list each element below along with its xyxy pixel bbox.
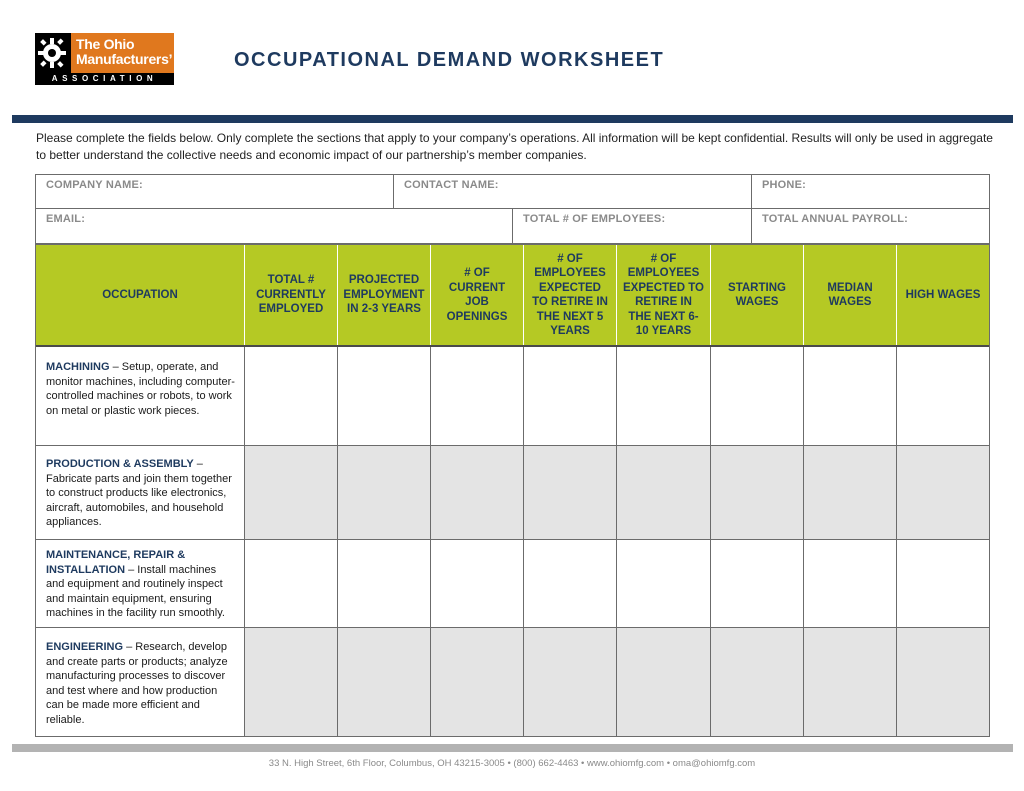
header-starting-wages: STARTING WAGES (711, 245, 804, 345)
occupation-description: – Fabricate parts and join them together to construct products like electronics, aircraft, automobiles, and household appliances. (46, 458, 232, 528)
table-row (36, 446, 989, 540)
occupation-table (35, 244, 990, 737)
email-field[interactable] (36, 209, 513, 243)
occupation-name: MAINTENANCE, REPAIR & INSTALLATION (46, 549, 186, 576)
occupation-name: PRODUCTION & ASSEMBLY (46, 458, 194, 470)
input-cell[interactable] (431, 540, 524, 627)
input-cell[interactable] (524, 446, 617, 539)
email-label: EMAIL: (46, 213, 86, 225)
occupation-name: ENGINEERING (46, 641, 124, 653)
input-cell[interactable] (338, 446, 431, 539)
header-divider (12, 115, 1013, 123)
input-cell[interactable] (431, 347, 524, 445)
input-cell[interactable] (897, 628, 989, 736)
total-employees-label: TOTAL # OF EMPLOYEES: (523, 213, 666, 225)
logo-association: ASSOCIATION (51, 74, 158, 83)
input-cell[interactable] (617, 347, 711, 445)
occupation-description: – Research, develop and create parts or products; analyze manufacturing processes to discover and test where and how production can be made more efficient and reliable. (46, 641, 228, 726)
form-row-2 (35, 208, 990, 244)
input-cell[interactable] (245, 446, 338, 539)
input-cell[interactable] (897, 347, 989, 445)
input-cell[interactable] (245, 347, 338, 445)
input-cell[interactable] (431, 628, 524, 736)
input-cell[interactable] (804, 540, 897, 627)
header-median-wages: MEDIAN WAGES (804, 245, 897, 345)
header-projected-employment: PROJECTED EMPLOYMENT IN 2-3 YEARS (338, 245, 431, 345)
occupation-cell (36, 446, 245, 539)
occupation-description: – Install machines and equipment and routinely inspect and maintain equipment, ensuring machines in the facility run smoothly. (46, 563, 225, 619)
logo-wordmark (71, 33, 174, 73)
phone-label: PHONE: (762, 179, 806, 191)
total-payroll-field[interactable] (752, 209, 989, 243)
input-cell[interactable] (524, 540, 617, 627)
input-cell[interactable] (804, 628, 897, 736)
occupation-cell (36, 628, 245, 736)
input-cell[interactable] (711, 347, 804, 445)
occupation-cell (36, 347, 245, 445)
input-cell[interactable] (431, 446, 524, 539)
page-title: OCCUPATIONAL DEMAND WORKSHEET (234, 49, 665, 71)
input-cell[interactable] (617, 540, 711, 627)
input-cell[interactable] (711, 446, 804, 539)
occupation-name: MACHINING (46, 361, 110, 373)
input-cell[interactable] (617, 628, 711, 736)
total-employees-field[interactable] (513, 209, 752, 243)
footer-divider (12, 744, 1013, 752)
header-retire-5-years: # OF EMPLOYEES EXPECTED TO RETIRE IN THE NEXT 5 YEARS (524, 245, 617, 345)
footer-contact: 33 N. High Street, 6th Floor, Columbus, OH 43215-3005 • (800) 662-4463 • www.ohiomfg.com • oma@ohiomfg.com (268, 758, 756, 769)
company-name-label: COMPANY NAME: (46, 179, 143, 191)
input-cell[interactable] (245, 628, 338, 736)
input-cell[interactable] (711, 628, 804, 736)
input-cell[interactable] (711, 540, 804, 627)
phone-field[interactable] (752, 175, 989, 208)
header-job-openings: # OF CURRENT JOB OPENINGS (431, 245, 524, 345)
input-cell[interactable] (524, 628, 617, 736)
logo-line-2: Manufacturers’ (76, 51, 173, 67)
input-cell[interactable] (245, 540, 338, 627)
table-row (36, 540, 989, 628)
table-header (36, 245, 989, 347)
total-payroll-label: TOTAL ANNUAL PAYROLL: (762, 213, 908, 225)
header-retire-6-10-years: # OF EMPLOYEES EXPECTED TO RETIRE IN THE NEXT 6-10 YEARS (617, 245, 711, 345)
form-row-1 (35, 174, 990, 209)
input-cell[interactable] (338, 628, 431, 736)
occupation-cell (36, 540, 245, 627)
intro-text: Please complete the fields below. Only complete the sections that apply to your company’s operations. All information will be kept confidential. Results will only be used in aggregate to better understand the collective needs and economic impact of our partnership’s member companies. (36, 131, 993, 162)
table-row (36, 347, 989, 446)
table-row (36, 628, 989, 736)
company-name-field[interactable] (36, 175, 394, 208)
oma-logo (35, 33, 174, 85)
input-cell[interactable] (617, 446, 711, 539)
input-cell[interactable] (804, 347, 897, 445)
input-cell[interactable] (804, 446, 897, 539)
gear-hand-logo-icon (35, 33, 71, 73)
occupation-description: – Setup, operate, and monitor machines, including computer-controlled machines or robots, to work on metal or plastic work pieces. (46, 361, 235, 417)
logo-line-1: The Ohio (76, 36, 135, 52)
header-occupation: OCCUPATION (36, 245, 245, 345)
input-cell[interactable] (524, 347, 617, 445)
contact-name-field[interactable] (394, 175, 752, 208)
input-cell[interactable] (338, 347, 431, 445)
input-cell[interactable] (338, 540, 431, 627)
contact-name-label: CONTACT NAME: (404, 179, 499, 191)
input-cell[interactable] (897, 540, 989, 627)
header-high-wages: HIGH WAGES (905, 288, 981, 301)
input-cell[interactable] (897, 446, 989, 539)
header-total-employed: TOTAL # CURRENTLY EMPLOYED (245, 245, 338, 345)
